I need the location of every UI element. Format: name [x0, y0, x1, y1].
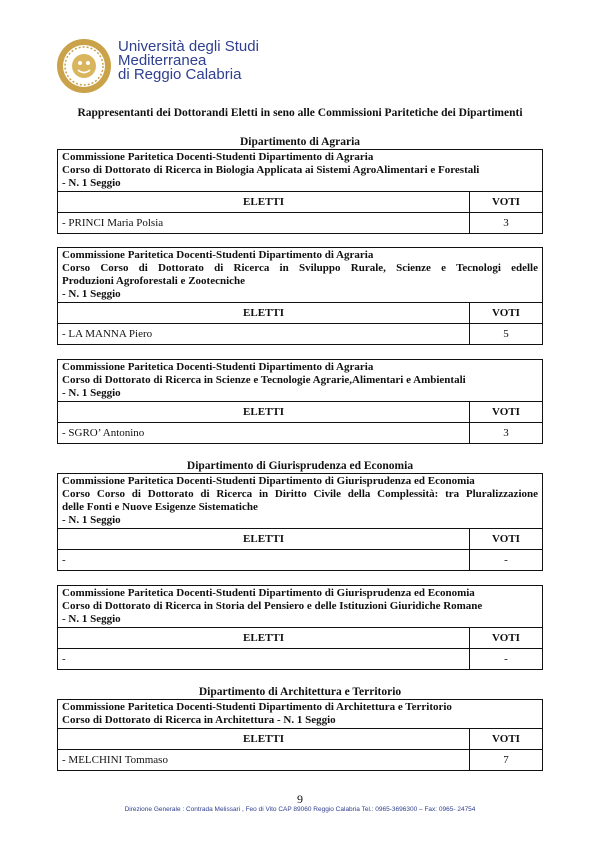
commission-line: Corso di Dottorato di Ricerca in Biologia Applicata ai Sistemi AgroAlimentari e Forestali: [62, 164, 480, 176]
commission-line: Commissione Paritetica Docenti-Studenti Dipartimento di Giurisprudenza ed Economia: [62, 475, 475, 487]
elected-column-header: ELETTI: [58, 192, 470, 213]
vote-count: 3: [470, 213, 543, 234]
commission-line: - N. 1 Seggio: [62, 177, 121, 189]
votes-column-header: VOTI: [470, 529, 543, 550]
commission-header: [58, 248, 543, 303]
commission-table: [57, 359, 543, 444]
elected-name: -: [58, 550, 470, 571]
table-row: [58, 649, 543, 670]
commission-header: [58, 474, 543, 529]
elected-name: - MELCHINI Tommaso: [58, 750, 470, 771]
vote-count: -: [470, 550, 543, 571]
commission-line: - N. 1 Seggio: [62, 387, 121, 399]
commission-line: Corso di Dottorato di Ricerca in Architettura - N. 1 Seggio: [62, 714, 336, 726]
commission-line: Corso Corso di Dottorato di Ricerca in Sviluppo Rurale, Scienze e Tecnologi edelle: [62, 262, 538, 274]
elected-name: - LA MANNA Piero: [58, 324, 470, 345]
table-row: [58, 750, 543, 771]
commission-table: [57, 585, 543, 670]
commission-table: [57, 247, 543, 345]
elected-column-header: ELETTI: [58, 628, 470, 649]
table-row: [58, 550, 543, 571]
commission-line: Commissione Paritetica Docenti-Studenti Dipartimento di Agraria: [62, 151, 374, 163]
commission-line: Corso di Dottorato di Ricerca in Scienze e Tecnologie Agrarie,Alimentari e Ambientali: [62, 374, 466, 386]
university-name-line: Università degli Studi: [118, 38, 259, 55]
commission-table: [57, 699, 543, 771]
university-name-line: di Reggio Calabria: [118, 66, 242, 83]
commission-line: Produzioni Agroforestali e Zootecniche: [62, 275, 246, 287]
university-seal-icon: [56, 38, 112, 94]
document-title: Rappresentanti dei Dottorandi Eletti in seno alle Commissioni Paritetiche dei Dipartimenti: [77, 107, 523, 119]
vote-count: 5: [470, 324, 543, 345]
commission-table: [57, 473, 543, 571]
votes-column-header: VOTI: [470, 628, 543, 649]
elected-column-header: ELETTI: [58, 529, 470, 550]
university-name: [118, 40, 259, 82]
department-heading: Dipartimento di Giurisprudenza ed Economia: [186, 460, 414, 472]
commission-line: - N. 1 Seggio: [62, 613, 121, 625]
table-row: [58, 423, 543, 444]
commission-line: Corso Corso di Dottorato di Ricerca in Diritto Civile della Complessità: tra Pluralizzazione: [62, 488, 538, 500]
page-number: 9: [297, 792, 303, 806]
votes-column-header: VOTI: [470, 303, 543, 324]
commission-header: [58, 700, 543, 729]
vote-count: 3: [470, 423, 543, 444]
commission-line: delle Fonti e Nuove Esigenze Sistematiche: [62, 501, 258, 513]
table-row: [58, 324, 543, 345]
table-row: [58, 213, 543, 234]
commission-line: Commissione Paritetica Docenti-Studenti Dipartimento di Agraria: [62, 361, 374, 373]
elected-name: - PRINCI Maria Polsia: [58, 213, 470, 234]
commission-line: - N. 1 Seggio: [62, 288, 121, 300]
commission-line: - N. 1 Seggio: [62, 514, 121, 526]
elected-name: - SGRO’ Antonino: [58, 423, 470, 444]
university-name-line: Mediterranea: [118, 52, 207, 69]
elected-column-header: ELETTI: [58, 729, 470, 750]
elected-column-header: ELETTI: [58, 402, 470, 423]
footer-address: Direzione Generale : Contrada Melissari , Feo di Vito CAP 89060 Reggio Calabria Tel.: 0965-3696300 – Fax: 0965- 24754: [124, 806, 476, 813]
vote-count: 7: [470, 750, 543, 771]
commission-line: Corso di Dottorato di Ricerca in Storia del Pensiero e delle Istituzioni Giuridiche Romane: [62, 600, 483, 612]
department-heading: Dipartimento di Architettura e Territorio: [198, 686, 402, 698]
vote-count: -: [470, 649, 543, 670]
commission-line: Commissione Paritetica Docenti-Studenti Dipartimento di Agraria: [62, 249, 374, 261]
elected-name: -: [58, 649, 470, 670]
votes-column-header: VOTI: [470, 402, 543, 423]
department-heading: Dipartimento di Agraria: [239, 136, 361, 148]
commission-header: [58, 360, 543, 402]
votes-column-header: VOTI: [470, 729, 543, 750]
votes-column-header: VOTI: [470, 192, 543, 213]
commission-header: [58, 150, 543, 192]
commission-header: [58, 586, 543, 628]
commission-line: Commissione Paritetica Docenti-Studenti Dipartimento di Giurisprudenza ed Economia: [62, 587, 475, 599]
commission-line: Commissione Paritetica Docenti-Studenti Dipartimento di Architettura e Territorio: [62, 701, 452, 713]
elected-column-header: ELETTI: [58, 303, 470, 324]
commission-table: [57, 149, 543, 234]
